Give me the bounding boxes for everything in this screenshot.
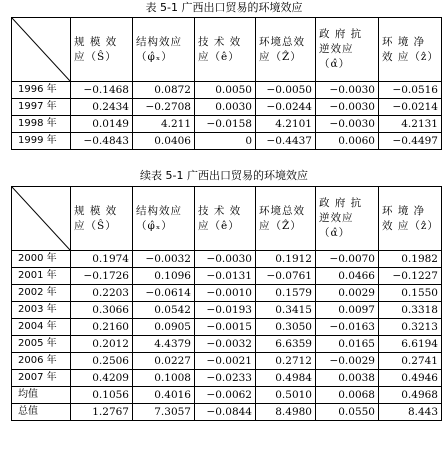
table-cell: 0.3318 bbox=[379, 302, 442, 319]
table-row bbox=[12, 116, 442, 133]
table-row bbox=[12, 336, 442, 353]
table-row bbox=[12, 133, 442, 150]
table1-header-cell: 环境总效应（Ẑ） bbox=[256, 18, 316, 82]
table-cell: −0.0214 bbox=[379, 99, 442, 116]
diagonal-line bbox=[12, 18, 70, 81]
table-cell: 0.0060 bbox=[316, 133, 379, 150]
table-cell: −0.0131 bbox=[195, 268, 256, 285]
table-cell: 4.2131 bbox=[379, 116, 442, 133]
table-cell: −0.1726 bbox=[71, 268, 133, 285]
table-cell: 4.4379 bbox=[133, 336, 195, 353]
row-label: 2006 年 bbox=[12, 353, 71, 370]
table-cell: 0.0905 bbox=[133, 319, 195, 336]
table1-header-row bbox=[12, 18, 442, 82]
table-cell: 0.1550 bbox=[379, 285, 442, 302]
table1-body bbox=[12, 82, 442, 150]
table-cell: 0.4968 bbox=[379, 387, 442, 404]
table-cell: −0.4437 bbox=[256, 133, 316, 150]
table-cell: 0.0165 bbox=[316, 336, 379, 353]
table-cell: −0.0062 bbox=[195, 387, 256, 404]
table-row bbox=[12, 285, 442, 302]
table-cell: −0.0193 bbox=[195, 302, 256, 319]
table1 bbox=[11, 17, 442, 150]
table-cell: 0.2012 bbox=[71, 336, 133, 353]
table-cell: −0.0032 bbox=[133, 251, 195, 268]
table-row bbox=[12, 353, 442, 370]
table-cell: −0.0032 bbox=[195, 336, 256, 353]
row-label: 2001 年 bbox=[12, 268, 71, 285]
table-cell: 0.3213 bbox=[379, 319, 442, 336]
table-cell: 0.2434 bbox=[71, 99, 133, 116]
table-cell: 0.2506 bbox=[71, 353, 133, 370]
row-label: 2000 年 bbox=[12, 251, 71, 268]
table-cell: 0.3066 bbox=[71, 302, 133, 319]
table2-header-cell: 结构效应（φ̂ₓ） bbox=[133, 187, 195, 251]
table2-header-cell: 环 境 净 效 应（ẑ） bbox=[379, 187, 442, 251]
table-cell: 0.1912 bbox=[256, 251, 316, 268]
table-cell: 0.0542 bbox=[133, 302, 195, 319]
table2-header-cell: 环境总效应（Ẑ） bbox=[256, 187, 316, 251]
row-label: 1998 年 bbox=[12, 116, 71, 133]
table-cell: 0.0466 bbox=[316, 268, 379, 285]
table-row bbox=[12, 82, 442, 99]
table-cell: 4.2101 bbox=[256, 116, 316, 133]
table-cell: 0.0872 bbox=[133, 82, 195, 99]
table-cell: −0.0010 bbox=[195, 285, 256, 302]
table-cell: 0.4946 bbox=[379, 370, 442, 387]
table-cell: 0.1982 bbox=[379, 251, 442, 268]
table-cell: 0.0068 bbox=[316, 387, 379, 404]
table-cell: 0.2712 bbox=[256, 353, 316, 370]
table1-corner-cell bbox=[12, 18, 71, 82]
table-cell: 0.1974 bbox=[71, 251, 133, 268]
table2-body bbox=[12, 251, 442, 421]
row-label: 2007 年 bbox=[12, 370, 71, 387]
table-cell: 0 bbox=[195, 133, 256, 150]
table-cell: 6.6194 bbox=[379, 336, 442, 353]
table1-header-cell: 技 术 效 应（ê） bbox=[195, 18, 256, 82]
row-label: 1996 年 bbox=[12, 82, 71, 99]
table-row bbox=[12, 302, 442, 319]
table-cell: −0.1468 bbox=[71, 82, 133, 99]
table-row bbox=[12, 268, 442, 285]
table-cell: −0.0244 bbox=[256, 99, 316, 116]
table-cell: 0.1056 bbox=[71, 387, 133, 404]
table-row bbox=[12, 387, 442, 404]
table1-header-cell: 规 模 效 应（Ŝ） bbox=[71, 18, 133, 82]
row-label: 1999 年 bbox=[12, 133, 71, 150]
table-cell: 0.4016 bbox=[133, 387, 195, 404]
table-cell: −0.0030 bbox=[316, 99, 379, 116]
table-cell: 8.4980 bbox=[256, 404, 316, 421]
table-cell: −0.0761 bbox=[256, 268, 316, 285]
table-cell: 0.0097 bbox=[316, 302, 379, 319]
table2 bbox=[11, 186, 442, 421]
table1-header-cell: 结构效应（φ̂ₓ） bbox=[133, 18, 195, 82]
table-cell: 0.3415 bbox=[256, 302, 316, 319]
table-cell: 0.2160 bbox=[71, 319, 133, 336]
table-cell: −0.0844 bbox=[195, 404, 256, 421]
row-label: 总值 bbox=[12, 404, 71, 421]
table-cell: −0.0030 bbox=[195, 251, 256, 268]
table-cell: 0.1008 bbox=[133, 370, 195, 387]
table-cell: −0.0070 bbox=[316, 251, 379, 268]
table-cell: 0.0050 bbox=[195, 82, 256, 99]
row-label: 2002 年 bbox=[12, 285, 71, 302]
row-label: 2005 年 bbox=[12, 336, 71, 353]
table1-header-cell: 环 境 净 效 应（ẑ） bbox=[379, 18, 442, 82]
table-cell: −0.0030 bbox=[316, 82, 379, 99]
table-cell: 0.1579 bbox=[256, 285, 316, 302]
table-cell: 6.6359 bbox=[256, 336, 316, 353]
table2-corner-cell bbox=[12, 187, 71, 251]
table-cell: −0.0163 bbox=[316, 319, 379, 336]
table-cell: 1.2767 bbox=[71, 404, 133, 421]
table2-header-cell: 规 模 效 应（Ŝ） bbox=[71, 187, 133, 251]
table-row bbox=[12, 370, 442, 387]
table-row bbox=[12, 319, 442, 336]
table-cell: 0.5010 bbox=[256, 387, 316, 404]
row-label: 1997 年 bbox=[12, 99, 71, 116]
table2-header-cell: 技 术 效 应（ê） bbox=[195, 187, 256, 251]
table-cell: −0.0029 bbox=[316, 353, 379, 370]
table-cell: −0.4497 bbox=[379, 133, 442, 150]
table-cell: 0.0550 bbox=[316, 404, 379, 421]
table-cell: 0.4984 bbox=[256, 370, 316, 387]
table-cell: −0.0021 bbox=[195, 353, 256, 370]
table2-header-row bbox=[12, 187, 442, 251]
table-cell: −0.0030 bbox=[316, 116, 379, 133]
table-cell: −0.0158 bbox=[195, 116, 256, 133]
table-cell: 0.0406 bbox=[133, 133, 195, 150]
table-cell: 0.0030 bbox=[195, 99, 256, 116]
row-label: 2004 年 bbox=[12, 319, 71, 336]
table-cell: −0.1227 bbox=[379, 268, 442, 285]
table2-caption: 续表 5-1 广西出口贸易的环境效应 bbox=[140, 169, 308, 182]
table-cell: 0.2203 bbox=[71, 285, 133, 302]
table-cell: 8.443 bbox=[379, 404, 442, 421]
row-label: 均值 bbox=[12, 387, 71, 404]
table-cell: 0.2741 bbox=[379, 353, 442, 370]
table-cell: −0.0015 bbox=[195, 319, 256, 336]
row-label: 2003 年 bbox=[12, 302, 71, 319]
table2-header-cell: 政 府 抗 逆效应（α̂） bbox=[316, 187, 379, 251]
table-cell: −0.4843 bbox=[71, 133, 133, 150]
table-row bbox=[12, 251, 442, 268]
table-cell: −0.0614 bbox=[133, 285, 195, 302]
table-cell: 0.4209 bbox=[71, 370, 133, 387]
table-cell: 0.3050 bbox=[256, 319, 316, 336]
table-row bbox=[12, 404, 442, 421]
table-cell: 0.0038 bbox=[316, 370, 379, 387]
table-cell: −0.0233 bbox=[195, 370, 256, 387]
table-cell: −0.2708 bbox=[133, 99, 195, 116]
table-cell: −0.0516 bbox=[379, 82, 442, 99]
table-row bbox=[12, 99, 442, 116]
table-cell: 0.1096 bbox=[133, 268, 195, 285]
table-cell: 0.0227 bbox=[133, 353, 195, 370]
table-cell: 0.0029 bbox=[316, 285, 379, 302]
table1-header-cell: 政 府 抗 逆效应（α̂） bbox=[316, 18, 379, 82]
table-cell: −0.0050 bbox=[256, 82, 316, 99]
table-cell: 7.3057 bbox=[133, 404, 195, 421]
diagonal-line bbox=[12, 187, 70, 250]
table-cell: 4.211 bbox=[133, 116, 195, 133]
table-cell: 0.0149 bbox=[71, 116, 133, 133]
table1-caption: 表 5-1 广西出口贸易的环境效应 bbox=[145, 1, 303, 14]
